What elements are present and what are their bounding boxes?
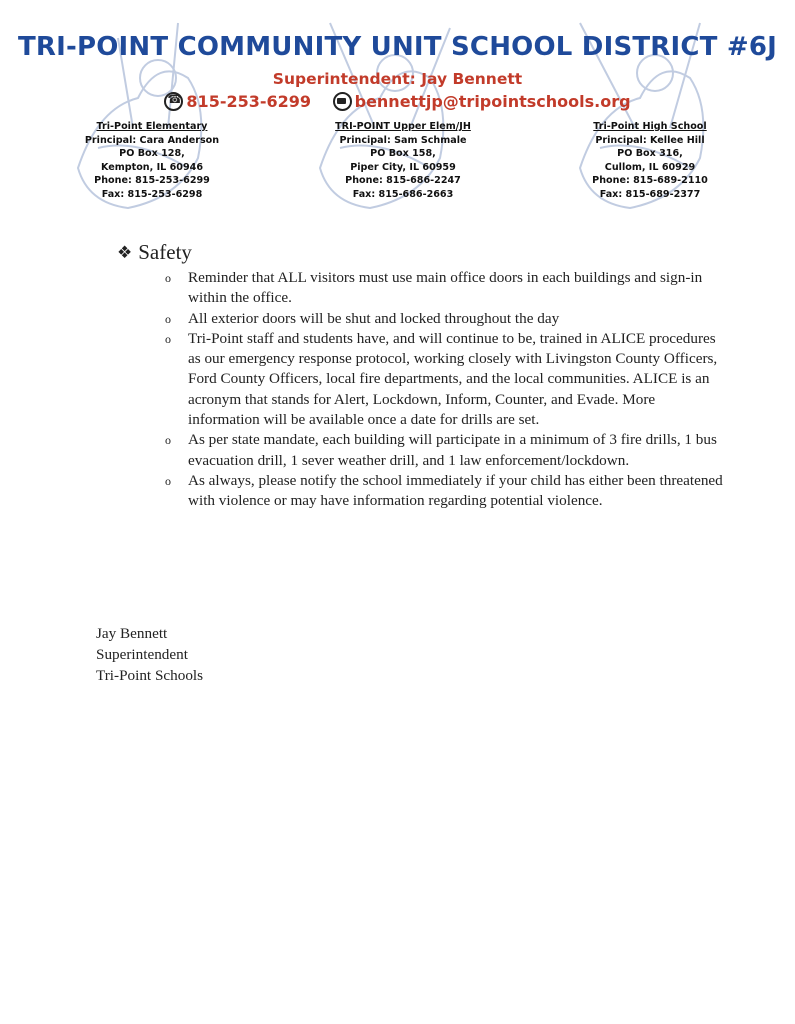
- school-name: TRI-POINT Upper Elem/JH: [335, 121, 471, 132]
- school-phone: Phone: 815-686-2247: [345, 175, 461, 186]
- signature-org: Tri-Point Schools: [96, 667, 204, 684]
- phone-icon: [164, 92, 183, 111]
- school-block-elementary: [52, 120, 252, 201]
- school-fax: Fax: 815-689-2377: [599, 188, 701, 200]
- circle-bullet-icon: o: [165, 331, 171, 346]
- phone-number: 815-253-6299: [186, 92, 312, 111]
- circle-bullet-icon: o: [165, 473, 171, 488]
- list-item: [165, 471, 725, 512]
- school-address: PO Box 158,: [370, 148, 436, 159]
- email-icon: [333, 92, 352, 111]
- school-name: Tri-Point High School: [593, 121, 707, 132]
- signature-title: Superintendent: [96, 646, 188, 663]
- phone-contact: [164, 92, 311, 111]
- circle-bullet-icon: o: [165, 433, 171, 448]
- section-heading: [117, 240, 192, 265]
- school-fax: Fax: 815-253-6298: [101, 188, 203, 200]
- signature-name: Jay Bennett: [96, 625, 168, 642]
- list-item-text: Tri-Point staff and students have, and will continue to be, trained in ALICE procedures as our emergency response protocol, working closely with Livingston County Officers, Ford County Officers, local fire departments, and the local communities. ALICE is an acronym that stands for Alert, Lockdown, Inform, Counter, and Evade. More information will be available once a date for drills are set.: [188, 329, 718, 429]
- list-item: [165, 430, 725, 471]
- school-principal: Principal: Sam Schmale: [339, 134, 467, 146]
- list-item: [165, 309, 725, 329]
- school-address: PO Box 128,: [119, 148, 185, 159]
- circle-bullet-icon: o: [165, 271, 171, 285]
- school-block-upper-elem: [303, 120, 503, 201]
- circle-bullet-icon: o: [165, 311, 171, 326]
- school-name: Tri-Point Elementary: [96, 121, 208, 132]
- diamond-bullet-icon: ❖: [117, 242, 133, 262]
- school-city: Kempton, IL 60946: [100, 161, 204, 173]
- district-title: TRI-POINT COMMUNITY UNIT SCHOOL DISTRICT #6J: [17, 32, 778, 62]
- list-item-text: As always, please notify the school immediately if your child has either been threatened with violence or may have information regarding potential violence.: [188, 471, 723, 510]
- contact-line: [0, 92, 795, 115]
- school-phone: Phone: 815-253-6299: [94, 175, 210, 186]
- section-heading-text: Safety: [138, 240, 192, 264]
- email-contact[interactable]: [333, 92, 631, 111]
- list-item-text: Reminder that ALL visitors must use main office doors in each buildings and sign-in within the office.: [188, 269, 703, 307]
- list-item-text: All exterior doors will be shut and locked throughout the day: [188, 309, 560, 327]
- school-city: Piper City, IL 60959: [350, 161, 456, 173]
- school-block-high-school: [550, 120, 750, 201]
- school-phone: Phone: 815-689-2110: [592, 175, 708, 186]
- list-item-text: As per state mandate, each building will participate in a minimum of 3 fire drills, 1 bus evacuation drill, 1 sever weather drill, and 1 law enforcement/lockdown.: [188, 431, 717, 469]
- school-city: Cullom, IL 60929: [604, 161, 696, 173]
- superintendent-line: Superintendent: Jay Bennett: [272, 70, 523, 88]
- list-item: [165, 268, 725, 309]
- safety-bullet-list: [165, 268, 725, 512]
- school-fax: Fax: 815-686-2663: [352, 188, 454, 200]
- school-principal: Principal: Cara Anderson: [84, 134, 220, 146]
- school-address: PO Box 316,: [617, 148, 683, 159]
- signature-block: [96, 623, 203, 686]
- list-item: [165, 329, 725, 430]
- email-address[interactable]: bennettjp@tripointschools.org: [354, 92, 631, 111]
- school-principal: Principal: Kellee Hill: [595, 134, 705, 146]
